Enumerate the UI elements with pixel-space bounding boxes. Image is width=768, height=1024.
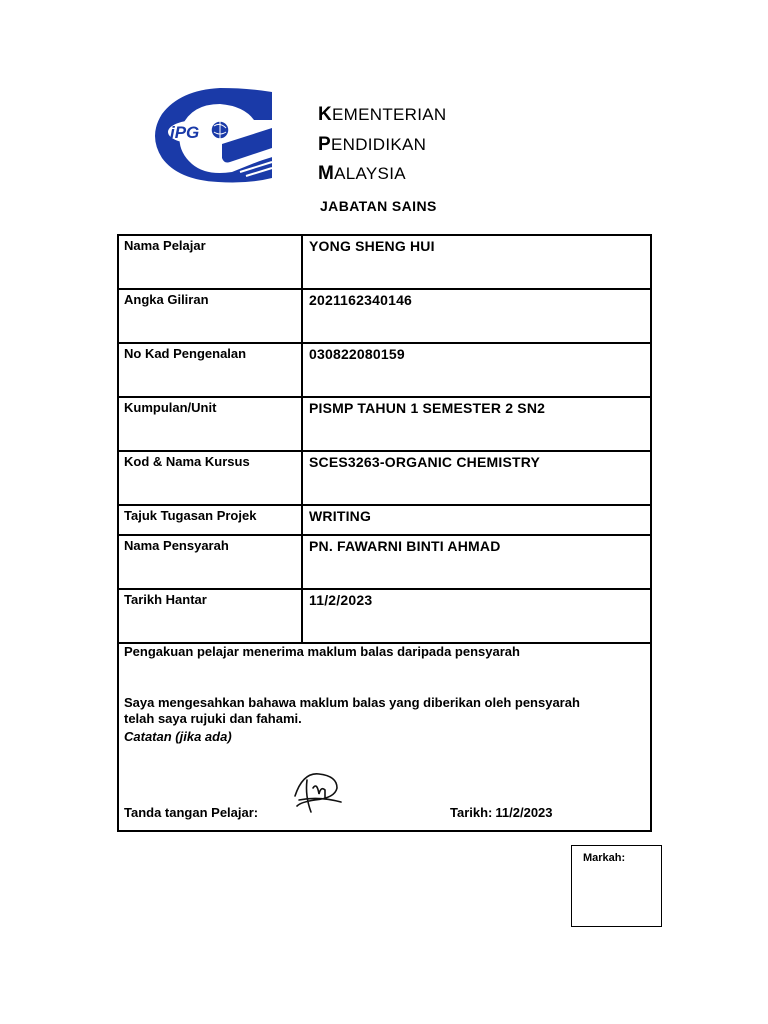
row-value: WRITING xyxy=(302,505,651,535)
marks-label: Markah: xyxy=(583,852,626,864)
student-signature xyxy=(289,766,345,814)
table-row xyxy=(118,451,651,505)
table-row xyxy=(118,397,651,451)
ministry-line-3: MALAYSIA xyxy=(318,163,406,184)
row-label: Nama Pensyarah xyxy=(118,535,302,589)
date-label: Tarikh: xyxy=(450,805,493,820)
table-row xyxy=(118,505,651,535)
table-row xyxy=(118,343,651,397)
ministry-line-2: PENDIDIKAN xyxy=(318,133,427,155)
student-info-table xyxy=(117,234,652,832)
row-value: 2021162340146 xyxy=(302,289,651,343)
row-label: Tarikh Hantar xyxy=(118,589,302,643)
row-label: Angka Giliran xyxy=(118,289,302,343)
ministry-name xyxy=(318,100,447,189)
row-value: PISMP TAHUN 1 SEMESTER 2 SN2 xyxy=(302,397,651,451)
row-value: 030822080159 xyxy=(302,343,651,397)
ministry-line-1: KEMENTERIAN xyxy=(318,104,447,125)
signature-date xyxy=(450,805,553,820)
row-label: Nama Pelajar xyxy=(118,235,302,289)
notes-label: Catatan (jika ada) xyxy=(124,729,232,744)
table-row xyxy=(118,589,651,643)
acknowledgement-cell xyxy=(118,643,651,831)
row-label: No Kad Pengenalan xyxy=(118,343,302,397)
ipg-logo xyxy=(148,86,280,184)
marks-box xyxy=(571,845,662,927)
department-title: JABATAN SAINS xyxy=(320,198,437,214)
date-value: 11/2/2023 xyxy=(495,805,553,820)
row-label: Kod & Nama Kursus xyxy=(118,451,302,505)
acknowledgement-row xyxy=(118,643,651,831)
logo-text: iPG xyxy=(170,123,200,142)
table-row xyxy=(118,535,651,589)
signature-label: Tanda tangan Pelajar: xyxy=(124,805,259,820)
row-value: 11/2/2023 xyxy=(302,589,651,643)
row-value: YONG SHENG HUI xyxy=(302,235,651,289)
acknowledgement-line-1: Saya mengesahkan bahawa maklum balas yang diberikan oleh pensyarah xyxy=(124,695,580,710)
table-row xyxy=(118,235,651,289)
acknowledgement-title: Pengakuan pelajar menerima maklum balas daripada pensyarah xyxy=(124,644,520,659)
row-label: Kumpulan/Unit xyxy=(118,397,302,451)
row-value: SCES3263-ORGANIC CHEMISTRY xyxy=(302,451,651,505)
table-row xyxy=(118,289,651,343)
row-value: PN. FAWARNI BINTI AHMAD xyxy=(302,535,651,589)
row-label: Tajuk Tugasan Projek xyxy=(118,505,302,535)
acknowledgement-line-2: telah saya rujuki dan fahami. xyxy=(124,711,302,726)
acknowledgement-body xyxy=(124,695,580,727)
